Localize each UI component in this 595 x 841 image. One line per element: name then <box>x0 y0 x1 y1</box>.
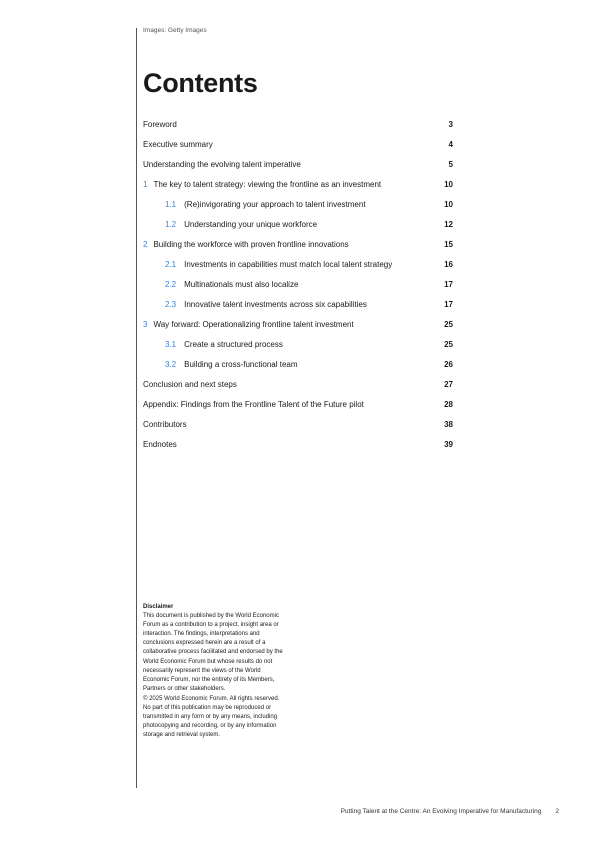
toc-entry-page: 16 <box>444 260 453 269</box>
toc-entry-number: 2 <box>143 240 148 249</box>
toc-entry-label: Foreword <box>143 120 177 129</box>
toc-entry-number: 2.3 <box>165 300 177 309</box>
toc-entry-number: 3.1 <box>165 340 177 349</box>
toc-entry-number: 2.1 <box>165 260 177 269</box>
toc-entry[interactable] <box>143 435 453 455</box>
toc-entry-number: 3.2 <box>165 360 177 369</box>
toc-entry-number: 1.1 <box>165 200 177 209</box>
page-title: Contents <box>143 68 258 98</box>
toc-entry-label: Investments in capabilities must match local talent strategy <box>184 260 393 269</box>
toc-entry-page: 17 <box>444 300 453 309</box>
toc-entry-label: Create a structured process <box>184 340 283 349</box>
toc-entry[interactable] <box>143 315 453 335</box>
image-credit: Images: Getty Images <box>143 27 207 34</box>
toc-entry-label: Multinationals must also localize <box>184 280 299 289</box>
toc-entry[interactable] <box>143 255 453 275</box>
toc-entry[interactable] <box>143 295 453 315</box>
toc-entry[interactable] <box>143 215 453 235</box>
toc-entry-page: 25 <box>444 320 453 329</box>
toc-entry[interactable] <box>143 235 453 255</box>
disclaimer <box>143 603 288 741</box>
toc-entry[interactable] <box>143 195 453 215</box>
toc-entry-label: Contributors <box>143 420 187 429</box>
toc-entry-page: 26 <box>444 360 453 369</box>
toc-entry-number: 1.2 <box>165 220 177 229</box>
toc-entry-label: Building the workforce with proven frontline innovations <box>153 240 349 249</box>
toc-entry-page: 10 <box>444 200 453 209</box>
toc-entry-page: 39 <box>444 440 453 449</box>
toc-entry-label: Appendix: Findings from the Frontline Talent of the Future pilot <box>143 400 364 409</box>
toc-entry-page: 25 <box>444 340 453 349</box>
toc-entry-page: 5 <box>448 160 453 169</box>
toc-entry-label: Innovative talent investments across six capabilities <box>184 300 367 309</box>
toc-entry-page: 28 <box>444 400 453 409</box>
page-footer <box>341 808 559 815</box>
toc-entry[interactable] <box>143 375 453 395</box>
toc-entry[interactable] <box>143 355 453 375</box>
margin-rule <box>136 28 137 788</box>
toc-entry-label: Endnotes <box>143 440 177 449</box>
toc-entry[interactable] <box>143 395 453 415</box>
toc-entry-label: (Re)invigorating your approach to talent investment <box>184 200 366 209</box>
toc-entry-label: The key to talent strategy: viewing the frontline as an investment <box>153 180 382 189</box>
toc-entry-page: 10 <box>444 180 453 189</box>
toc-entry-number: 2.2 <box>165 280 177 289</box>
disclaimer-body: This document is published by the World Economic Forum as a contribution to a project, insight area or interaction. The findings, interpretations and conclusions expressed herein are a result of a collaborative process facilitated and endorsed by the World Economic Forum but whose results do not necessarily represent the views of the World Economic Forum, nor the entirety of its Members, Partners or other stakeholders. <box>143 613 283 692</box>
toc-entry-label: Way forward: Operationalizing frontline talent investment <box>153 320 354 329</box>
toc-entry-label: Conclusion and next steps <box>143 380 237 389</box>
toc-entry-number: 3 <box>143 320 148 329</box>
toc-entry[interactable] <box>143 135 453 155</box>
toc-entry-label: Building a cross-functional team <box>184 360 298 369</box>
toc-entry-number: 1 <box>143 180 148 189</box>
table-of-contents <box>143 115 453 455</box>
toc-entry-label: Understanding the evolving talent imperative <box>143 160 301 169</box>
toc-entry[interactable] <box>143 415 453 435</box>
toc-entry[interactable] <box>143 275 453 295</box>
toc-entry[interactable] <box>143 115 453 135</box>
toc-entry-page: 3 <box>448 120 453 129</box>
toc-entry-page: 4 <box>448 140 453 149</box>
toc-entry-page: 38 <box>444 420 453 429</box>
toc-entry-page: 15 <box>444 240 453 249</box>
toc-entry[interactable] <box>143 155 453 175</box>
toc-entry[interactable] <box>143 175 453 195</box>
footer-page-number: 2 <box>555 808 559 815</box>
toc-entry-label: Executive summary <box>143 140 213 149</box>
toc-entry-page: 17 <box>444 280 453 289</box>
toc-entry-label: Understanding your unique workforce <box>184 220 318 229</box>
toc-entry-page: 27 <box>444 380 453 389</box>
disclaimer-heading: Disclaimer <box>143 604 174 610</box>
footer-title: Putting Talent at the Centre: An Evolving Imperative for Manufacturing <box>340 808 542 815</box>
toc-entry[interactable] <box>143 335 453 355</box>
copyright-notice: © 2025 World Economic Forum. All rights reserved. No part of this publication may be reproduced or transmitted in any form or by any means, including photocopying and recording, or by any information storage and retrieval system. <box>143 695 280 739</box>
toc-entry-page: 12 <box>444 220 453 229</box>
